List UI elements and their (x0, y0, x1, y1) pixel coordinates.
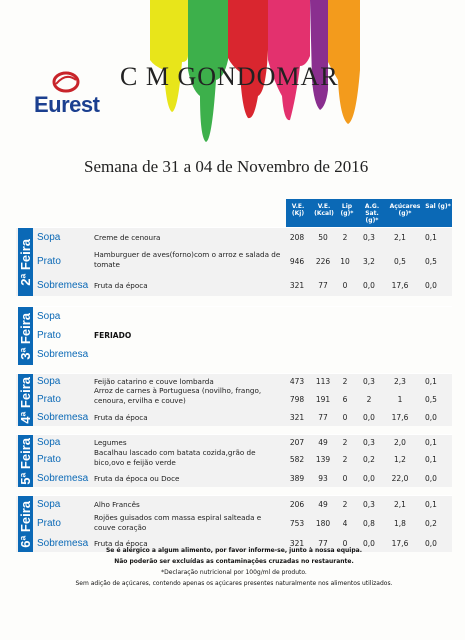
day-block-wednesday (16, 373, 452, 426)
course-main: Prato (37, 518, 61, 529)
course-soup: Sopa (37, 437, 61, 448)
value-salt: 0,0 (425, 281, 437, 290)
value-agsat: 0,0 (363, 413, 375, 422)
table-row (16, 435, 452, 449)
value-sugar: 1,8 (394, 519, 406, 528)
value-kj: 206 (289, 500, 305, 509)
value-salt: 0,0 (425, 474, 437, 483)
value-salt: 0,1 (425, 233, 437, 242)
contamination-note: Não poderão ser excluídas as contaminações cruzadas no restaurante. (114, 558, 354, 565)
table-row (16, 410, 452, 426)
value-agsat: 2 (366, 395, 372, 404)
value-sugar: 1 (397, 395, 403, 404)
value-lip: 0 (342, 281, 348, 290)
value-lip: 4 (342, 519, 348, 528)
value-kj: 753 (289, 519, 305, 528)
value-kj: 321 (289, 281, 305, 290)
value-lip: 2 (342, 455, 348, 464)
value-sugar: 17,6 (391, 539, 409, 548)
value-kj: 321 (289, 539, 305, 548)
value-salt: 0,1 (425, 438, 437, 447)
value-agsat: 3,2 (363, 257, 375, 266)
course-dessert: Sobremesa (37, 280, 89, 291)
value-sugar: 17,6 (391, 413, 409, 422)
course-dessert: Sobremesa (37, 538, 89, 549)
table-row (16, 471, 452, 487)
day-label: 6ª Feira (18, 496, 33, 552)
dish: Alho Francês (94, 500, 140, 509)
value-lip: 10 (340, 257, 350, 266)
value-kcal: 226 (315, 257, 331, 266)
value-agsat: 0,8 (363, 519, 375, 528)
value-kj: 321 (289, 413, 305, 422)
value-lip: 2 (342, 438, 348, 447)
value-kcal: 77 (318, 413, 328, 422)
header-ve-kj: V.E. (Kj) (291, 203, 305, 217)
table-row (16, 276, 452, 296)
header-ve-kcal: V.E. (Kcal) (314, 203, 334, 217)
value-agsat: 0,2 (363, 455, 375, 464)
dish: Fruta da época (94, 413, 148, 422)
value-kj: 207 (289, 438, 305, 447)
day-block-friday (16, 495, 452, 552)
course-dessert: Sobremesa (37, 412, 89, 423)
sugar-note: Sem adição de açúcares, contendo apenas os açúcares presentes naturalmente nos alimentos utilizados. (75, 580, 393, 587)
value-salt: 0,5 (425, 395, 437, 404)
dish: Fruta da época (94, 539, 148, 548)
value-salt: 0,2 (425, 519, 437, 528)
course-main: Prato (37, 330, 61, 341)
value-agsat: 0,3 (363, 233, 375, 242)
week-heading: Semana de 31 a 04 de Novembro de 2016 (84, 157, 369, 176)
table-row (16, 448, 452, 472)
value-salt: 0,0 (425, 539, 437, 548)
table-row (16, 512, 452, 536)
table-row (16, 386, 452, 412)
course-soup: Sopa (37, 232, 61, 243)
value-sugar: 1,2 (394, 455, 406, 464)
value-kcal: 93 (318, 474, 328, 483)
value-lip: 2 (342, 233, 348, 242)
header-acucares: Açúcares (g)* (389, 203, 421, 217)
value-agsat: 0,0 (363, 474, 375, 483)
day-label: 5ª Feira (18, 435, 33, 487)
nutrition-declaration-note: *Declaração nutricional por 100g/ml de produto. (161, 569, 307, 576)
dish: Arroz de carnes à Portuguesa (novilho, frango, cenoura, ervilha e couve) (94, 386, 262, 405)
value-lip: 2 (342, 377, 348, 386)
dish: Hamburguer de aves(forno)com o arroz e salada de tomate (94, 250, 281, 269)
day-block-monday (16, 227, 452, 296)
value-agsat: 0,0 (363, 281, 375, 290)
value-kj: 473 (289, 377, 305, 386)
value-kcal: 180 (315, 519, 331, 528)
value-agsat: 0,3 (363, 438, 375, 447)
value-agsat: 0,0 (363, 539, 375, 548)
course-main: Prato (37, 454, 61, 465)
value-lip: 6 (342, 395, 348, 404)
value-kcal: 77 (318, 539, 328, 548)
value-kcal: 50 (318, 233, 328, 242)
table-row (16, 228, 452, 246)
holiday-label: FERIADO (94, 331, 132, 340)
menu-table (16, 199, 452, 552)
footer-notes (16, 545, 452, 589)
value-kcal: 77 (318, 281, 328, 290)
value-sugar: 2,1 (394, 500, 406, 509)
value-lip: 2 (342, 500, 348, 509)
value-kcal: 49 (318, 438, 328, 447)
page-title: C M GONDOMAR (120, 62, 339, 91)
value-salt: 0,0 (425, 413, 437, 422)
dish: Bacalhau lascado com batata cozida,grão de bico,ovo e feijão verde (94, 448, 256, 467)
value-salt: 0,1 (425, 377, 437, 386)
allergy-note: Se é alérgico a algum alimento, por favor informe-se, junto à nossa equipa. (105, 547, 362, 554)
table-row (16, 496, 452, 512)
course-soup: Sopa (37, 499, 61, 510)
course-main: Prato (37, 394, 61, 405)
dish: Rojões guisados com massa espiral salteada e couve coração (94, 513, 262, 532)
value-kcal: 49 (318, 500, 328, 509)
value-kj: 582 (289, 455, 305, 464)
dish: Fruta da época ou Doce (94, 474, 180, 483)
value-salt: 0,1 (425, 455, 437, 464)
value-salt: 0,5 (425, 257, 437, 266)
course-soup: Sopa (37, 311, 61, 322)
value-agsat: 0,3 (363, 500, 375, 509)
day-label: 3ª Feira (18, 307, 33, 365)
course-main: Prato (37, 256, 61, 267)
course-soup: Sopa (37, 376, 61, 387)
day-label: 2ª Feira (18, 228, 33, 296)
value-agsat: 0,3 (363, 377, 375, 386)
value-sugar: 2,1 (394, 233, 406, 242)
dish: Legumes (94, 438, 127, 447)
dish: Feijão catarino e couve lombarda (94, 377, 214, 386)
value-lip: 0 (342, 474, 348, 483)
day-block-thursday (16, 434, 452, 487)
course-dessert: Sobremesa (37, 473, 89, 484)
value-lip: 0 (342, 413, 348, 422)
value-sugar: 17,6 (391, 281, 409, 290)
value-salt: 0,1 (425, 500, 437, 509)
value-sugar: 2,3 (394, 377, 406, 386)
value-kj: 389 (289, 474, 305, 483)
value-kcal: 113 (315, 377, 331, 386)
dish: Creme de cenoura (94, 233, 161, 242)
header-sal: Sal (g)* (425, 203, 451, 210)
value-sugar: 2,0 (394, 438, 406, 447)
value-kj: 946 (289, 257, 305, 266)
header-lip: Lip (g)* (340, 203, 354, 217)
table-row (16, 246, 452, 276)
value-kj: 798 (289, 395, 305, 404)
value-kcal: 139 (315, 455, 331, 464)
value-kcal: 191 (315, 395, 331, 404)
value-sugar: 22,0 (391, 474, 409, 483)
value-lip: 0 (342, 539, 348, 548)
value-kj: 208 (289, 233, 305, 242)
value-sugar: 0,5 (394, 257, 406, 266)
day-block-tuesday (16, 306, 452, 365)
dish: Fruta da época (94, 281, 148, 290)
header-ag-sat: A.G. Sat. (g)* (364, 203, 380, 224)
day-label: 4ª Feira (18, 374, 33, 426)
nutrition-header (286, 199, 452, 227)
brand-name: Eurest (34, 92, 100, 117)
course-dessert: Sobremesa (37, 349, 89, 360)
